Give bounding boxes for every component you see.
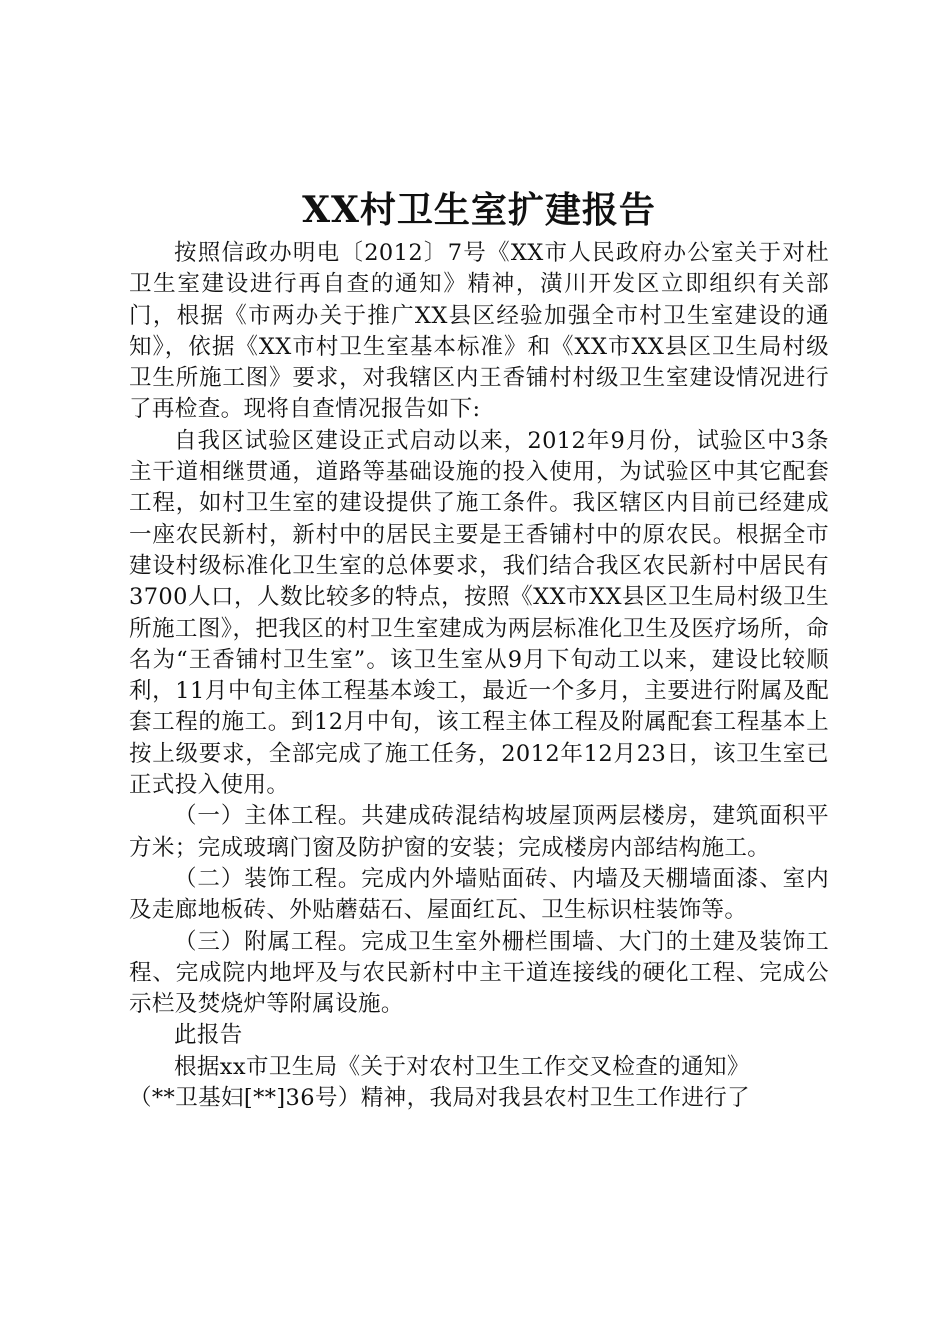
paragraph-intro: 按照信政办明电〔2012〕7号《XX市人民政府办公室关于对杜卫生室建设进行再自查的通知》精神，潢川开发区立即组织有关部门，根据《市两办关于推广XX县区经验加强全市村卫生室建设的通知》，依据《XX市村卫生室基本标准》和《XX市XX县区卫生局村级卫生所施工图》要求，对我辖区内王香铺村村级卫生室建设情况进行了再检查。现将自查情况报告如下:	[129, 240, 829, 423]
paragraph-next-report-continued: （**卫基妇[**]36号）精神，我局对我县农村卫生工作进行了	[129, 1085, 751, 1112]
paragraph-next-report: 根据xx市卫生局《关于对农村卫生工作交叉检查的通知》	[174, 1053, 750, 1080]
paragraph-main-works: （一）主体工程。共建成砖混结构坡屋顶两层楼房，建筑面积平方米；完成玻璃门窗及防护窗的安装；完成楼房内部结构施工。	[129, 803, 829, 861]
paragraph-decoration-works: （二）装饰工程。完成内外墙贴面砖、内墙及天棚墙面漆、室内及走廊地板砖、外贴蘑菇石、屋面红瓦、卫生标识柱装饰等。	[129, 865, 829, 924]
paragraph-auxiliary-works: （三）附属工程。完成卫生室外栅栏围墙、大门的土建及装饰工程、完成院内地坪及与农民新村中主干道连接线的硬化工程、完成公示栏及焚烧炉等附属设施。	[129, 928, 829, 1018]
paragraph-progress: 自我区试验区建设正式启动以来，2012年9月份，试验区中3条主干道相继贯通，道路等基础设施的投入使用，为试验区中其它配套工程，如村卫生室的建设提供了施工条件。我区辖区内目前已经建成一座农民新村，新村中的居民主要是王香铺村中的原农民。根据全市建设村级标准化卫生室的总体要求，我们结合我区农民新村中居民有3700人口，人数比较多的特点，按照《XX市XX县区卫生局村级卫生所施工图》，把我区的村卫生室建成为两层标准化卫生及医疗场所，命名为“王香铺村卫生室”。该卫生室从9月下旬动工以来，建设比较顺利，11月中旬主体工程基本竣工，最近一个多月，主要进行附属及配套工程的施工。到12月中旬，该工程主体工程及附属配套工程基本上按上级要求，全部完成了施工任务，2012年12月23日，该卫生室已正式投入使用。	[129, 427, 829, 799]
document-title: XX村卫生室扩建报告	[302, 189, 656, 231]
document-body	[129, 238, 829, 1114]
paragraph-closing: 此报告	[174, 1022, 243, 1049]
